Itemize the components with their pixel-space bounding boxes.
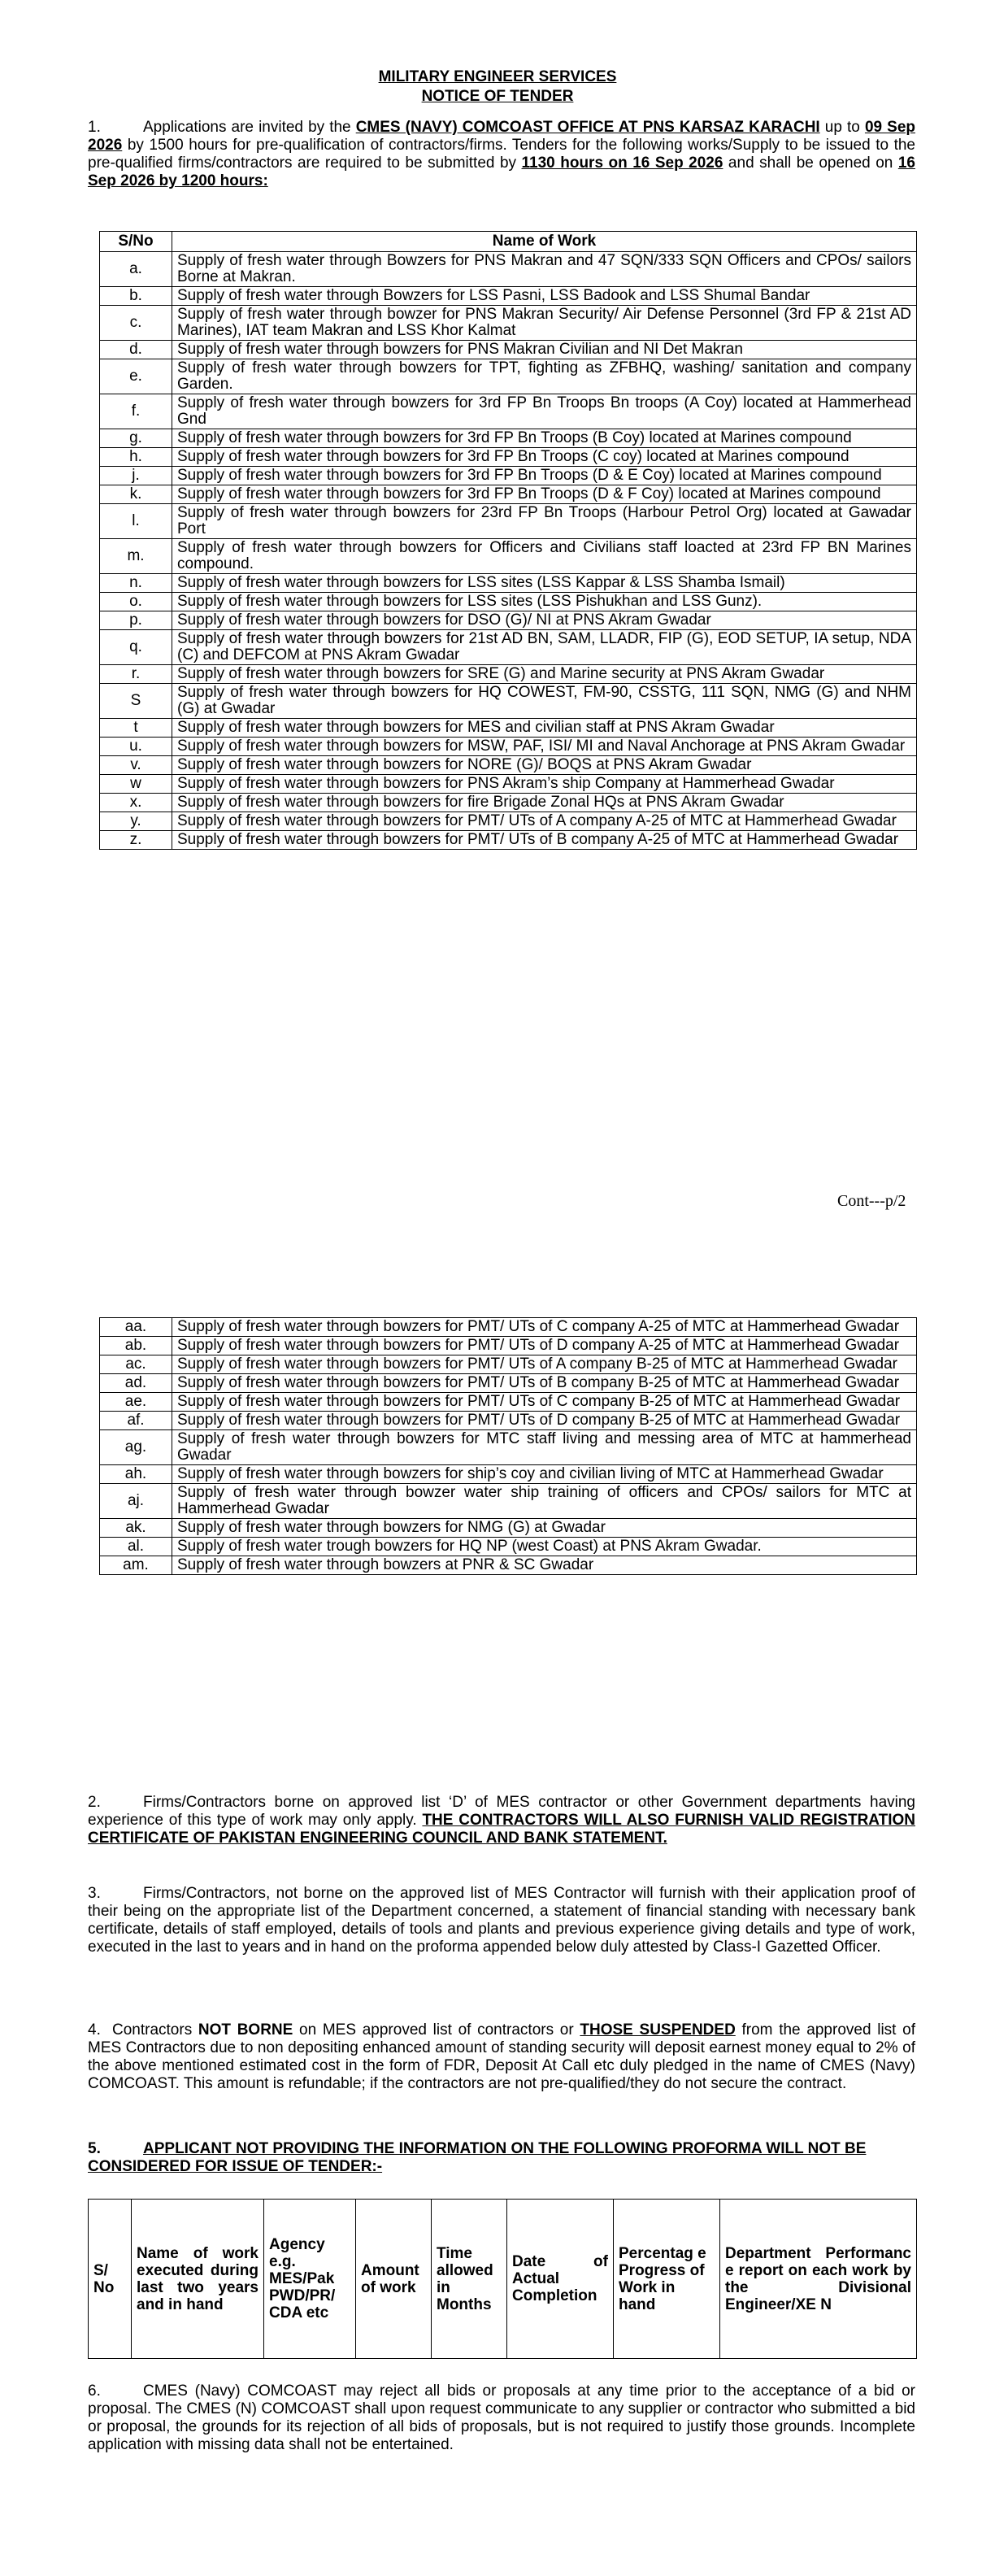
table-row (100, 448, 917, 467)
para-number: 1. (88, 119, 101, 136)
proforma-col-amount: Amount of work (356, 2200, 432, 2359)
row-work-name: Supply of fresh water through bowzers for 3rd FP Bn Troops (B Coy) located at Marines compound (172, 429, 917, 448)
works-table-page-1 (99, 231, 917, 850)
paragraph-2: 2. Firms/Contractors borne on approved list ‘D’ of MES contractor or other Government departments having experience of this type of work may only apply. THE CONTRACTORS WILL ALSO FURNISH VALID REGISTRATION CERTIFICATE OF PAKISTAN ENGINEERING COUNCIL AND BANK STATEMENT. (88, 1794, 915, 1847)
proforma-header-row (89, 2200, 917, 2359)
table-row (100, 812, 917, 831)
row-sno: a. (100, 252, 172, 287)
row-sno: ac. (100, 1355, 172, 1374)
row-sno: t (100, 719, 172, 738)
paragraph-4: 4. Contractors NOT BORNE on MES approved list of contractors or THOSE SUSPENDED from the approved list of MES Contractors due to non depositing enhanced amount of standing security will deposit earnest money equal to 2% of the above mentioned estimated cost in the form of FDR, Deposit At Call etc duly pledged in the name of CMES (Navy) COMCOAST. This amount is refundable; if the contractors are not pre-qualified/they do not secure the contract. (88, 2021, 915, 2092)
row-work-name: Supply of fresh water through bowzers for NORE (G)/ BOQS at PNS Akram Gwadar (172, 756, 917, 775)
row-work-name: Supply of fresh water through bowzers for fire Brigade Zonal HQs at PNS Akram Gwadar (172, 794, 917, 812)
page-1 (0, 0, 995, 1285)
row-work-name: Supply of fresh water through bowzer water ship training of officers and CPOs/ sailors for MTC at Hammerhead Gwadar (172, 1484, 917, 1519)
proforma-col-progress: Percentag e Progress of Work in hand (614, 2200, 720, 2359)
proforma-col-name-of-work: Name of work executed during last two years and in hand (132, 2200, 264, 2359)
submission-date: 1130 hours on 16 Sep 2026 (521, 154, 723, 172)
table-row (100, 611, 917, 630)
suspended-text: THOSE SUSPENDED (580, 2021, 736, 2039)
row-work-name: Supply of fresh water through bowzers for PMT/ UTs of D company B-25 of MTC at Hammerhead Gwadar (172, 1412, 917, 1430)
row-sno: ab. (100, 1337, 172, 1355)
row-sno: am. (100, 1556, 172, 1575)
table-row (100, 756, 917, 775)
row-work-name: Supply of fresh water through bowzers for LSS sites (LSS Kappar & LSS Shamba Ismail) (172, 574, 917, 593)
table-row (100, 684, 917, 719)
row-work-name: Supply of fresh water through bowzers for HQ COWEST, FM-90, CSSTG, 111 SQN, NMG (G) and NHM (G) at Gwadar (172, 684, 917, 719)
paragraph-5 (88, 2140, 915, 2176)
table-row (100, 1430, 917, 1465)
row-sno: r. (100, 665, 172, 684)
proforma-table (88, 2199, 917, 2359)
proforma-col-performance-report: Department Performanc e report on each work by the Divisional Engineer/XE N (720, 2200, 917, 2359)
opening-date: 16 Sep 2026 by 1200 hours: (88, 154, 915, 189)
not-borne-text: NOT BORNE (198, 2021, 293, 2039)
table-row (100, 252, 917, 287)
table-row (100, 1465, 917, 1484)
header-subtitle: NOTICE OF TENDER (421, 88, 574, 105)
table-row (100, 738, 917, 756)
col-name-of-work: Name of Work (172, 232, 917, 252)
row-work-name: Supply of fresh water through bowzers for PNS Akram’s ship Company at Hammerhead Gwadar (172, 775, 917, 794)
continuation-note: Cont---p/2 (837, 1192, 906, 1210)
row-work-name: Supply of fresh water through bowzers for Officers and Civilians staff loacted at 23rd FP BN Marines compound. (172, 539, 917, 574)
row-work-name: Supply of fresh water through bowzers for SRE (G) and Marine security at PNS Akram Gwadar (172, 665, 917, 684)
table-row (100, 341, 917, 359)
row-work-name: Supply of fresh water through bowzer for PNS Makran Security/ Air Defense Personnel (3rd FP & 21st AD Marines), IAT team Makran and LSS Khor Kalmat (172, 306, 917, 341)
table-row (100, 719, 917, 738)
row-sno: al. (100, 1538, 172, 1556)
table-row (100, 1519, 917, 1538)
table-row (100, 429, 917, 448)
para-number: 5. (88, 2140, 101, 2157)
row-sno: k. (100, 485, 172, 504)
registration-notice: THE CONTRACTORS WILL ALSO FURNISH VALID REGISTRATION CERTIFICATE OF PAKISTAN ENGINEERING COUNCIL AND BANK STATEMENT. (88, 1812, 915, 1847)
table-row (100, 1355, 917, 1374)
row-work-name: Supply of fresh water through bowzers for TPT, fighting as ZFBHQ, washing/ sanitation and company Garden. (172, 359, 917, 394)
table-row (100, 630, 917, 665)
row-sno: ae. (100, 1393, 172, 1412)
office-name: CMES (NAVY) COMCOAST OFFICE AT PNS KARSAZ KARACHI (355, 119, 820, 136)
row-sno: j. (100, 467, 172, 485)
table-row (100, 539, 917, 574)
page-2 (0, 1285, 995, 2576)
row-work-name: Supply of fresh water through bowzers for 3rd FP Bn Troops (C coy) located at Marines compound (172, 448, 917, 467)
row-sno: m. (100, 539, 172, 574)
row-work-name: Supply of fresh water through bowzers for 23rd FP Bn Troops (Harbour Petrol Org) located at Gawadar Port (172, 504, 917, 539)
row-work-name: Supply of fresh water through bowzers for PMT/ UTs of D company A-25 of MTC at Hammerhead Gwadar (172, 1337, 917, 1355)
table-row (100, 1318, 917, 1337)
row-sno: w (100, 775, 172, 794)
row-work-name: Supply of fresh water through bowzers for 3rd FP Bn Troops Bn troops (A Coy) located at Hammerhead Gnd (172, 394, 917, 429)
row-sno: x. (100, 794, 172, 812)
paragraph-1: 1. Applications are invited by the CMES (NAVY) COMCOAST OFFICE AT PNS KARSAZ KARACHI up to 09 Sep 2026 by 1500 hours for pre-qualification of contractors/firms. Tenders for the following works/Supply to be issued to the pre-qualified firms/contractors are required to be submitted by 1130 hours on 16 Sep 2026 and shall be opened on 16 Sep 2026 by 1200 hours: (88, 119, 915, 189)
row-work-name: Supply of fresh water through bowzers for 3rd FP Bn Troops (D & E Coy) located at Marines compound (172, 467, 917, 485)
row-work-name: Supply of fresh water through bowzers for NMG (G) at Gwadar (172, 1519, 917, 1538)
table-header-row (100, 232, 917, 252)
para-number: 2. (88, 1794, 101, 1811)
table-row (100, 485, 917, 504)
row-sno: n. (100, 574, 172, 593)
row-sno: p. (100, 611, 172, 630)
table-row (100, 593, 917, 611)
row-sno: af. (100, 1412, 172, 1430)
proforma-col-completion-date: Date of Actual Completion (507, 2200, 614, 2359)
table-row (100, 504, 917, 539)
row-sno: ah. (100, 1465, 172, 1484)
row-sno: c. (100, 306, 172, 341)
row-sno: z. (100, 831, 172, 850)
row-work-name: Supply of fresh water through bowzers for 3rd FP Bn Troops (D & F Coy) located at Marines compound (172, 485, 917, 504)
row-work-name: Supply of fresh water through bowzers for MTC staff living and messing area of MTC at hammerhead Gwadar (172, 1430, 917, 1465)
row-work-name: Supply of fresh water through bowzers for MES and civilian staff at PNS Akram Gwadar (172, 719, 917, 738)
row-sno: q. (100, 630, 172, 665)
row-sno: l. (100, 504, 172, 539)
para-number: 6. (88, 2382, 101, 2400)
row-work-name: Supply of fresh water through bowzers for PMT/ UTs of A company B-25 of MTC at Hammerhead Gwadar (172, 1355, 917, 1374)
proforma-col-agency: Agency e.g. MES/Pak PWD/PR/ CDA etc (264, 2200, 356, 2359)
row-work-name: Supply of fresh water through bowzers for PMT/ UTs of B company A-25 of MTC at Hammerhead Gwadar (172, 831, 917, 850)
row-sno: y. (100, 812, 172, 831)
table-row (100, 775, 917, 794)
row-work-name: Supply of fresh water through bowzers for LSS sites (LSS Pishukhan and LSS Gunz). (172, 593, 917, 611)
row-sno: ag. (100, 1430, 172, 1465)
row-work-name: Supply of fresh water through bowzers for ship’s coy and civilian living of MTC at Hammerhead Gwadar (172, 1465, 917, 1484)
table-row (100, 394, 917, 429)
table-row (100, 1556, 917, 1575)
row-sno: S (100, 684, 172, 719)
row-work-name: Supply of fresh water through bowzers for PMT/ UTs of A company A-25 of MTC at Hammerhead Gwadar (172, 812, 917, 831)
row-work-name: Supply of fresh water through Bowzers for LSS Pasni, LSS Badook and LSS Shumal Bandar (172, 287, 917, 306)
row-work-name: Supply of fresh water through bowzers at PNR & SC Gwadar (172, 1556, 917, 1575)
row-work-name: Supply of fresh water through bowzers for PMT/ UTs of B company B-25 of MTC at Hammerhead Gwadar (172, 1374, 917, 1393)
row-sno: ak. (100, 1519, 172, 1538)
para-number: 3. (88, 1885, 101, 1902)
table-row (100, 665, 917, 684)
proforma-col-sno: S/ No (89, 2200, 132, 2359)
row-sno: b. (100, 287, 172, 306)
row-sno: d. (100, 341, 172, 359)
row-work-name: Supply of fresh water trough bowzers for HQ NP (west Coast) at PNS Akram Gwadar. (172, 1538, 917, 1556)
header-title: MILITARY ENGINEER SERVICES (378, 68, 617, 85)
row-work-name: Supply of fresh water through bowzers for MSW, PAF, ISI/ MI and Naval Anchorage at PNS Akram Gwadar (172, 738, 917, 756)
row-work-name: Supply of fresh water through bowzers for PNS Makran Civilian and NI Det Makran (172, 341, 917, 359)
row-work-name: Supply of fresh water through bowzers for 21st AD BN, SAM, LLADR, FIP (G), EOD SETUP, IA setup, NDA (C) and DEFCOM at PNS Akram Gwadar (172, 630, 917, 665)
table-row (100, 794, 917, 812)
table-row (100, 287, 917, 306)
proforma-warning: APPLICANT NOT PROVIDING THE INFORMATION ON THE FOLLOWING PROFORMA WILL NOT BE CONSIDERED FOR ISSUE OF TENDER:- (88, 2140, 867, 2175)
table-row (100, 1337, 917, 1355)
row-sno: e. (100, 359, 172, 394)
row-sno: u. (100, 738, 172, 756)
paragraph-3: 3. Firms/Contractors, not borne on the approved list of MES Contractor will furnish with their application proof of their being on the appropriate list of the Department concerned, a statement of financial standing with necessary bank certificate, details of staff employed, details of tools and plants and previous experience giving details and type of work, executed in the last to years and in hand on the proforma appended below duly attested by Class-I Gazetted Officer. (88, 1885, 915, 1956)
table-row (100, 306, 917, 341)
row-sno: aa. (100, 1318, 172, 1337)
table-row (100, 1484, 917, 1519)
paragraph-6: 6. CMES (Navy) COMCOAST may reject all bids or proposals at any time prior to the acceptance of a bid or proposal. The CMES (N) COMCOAST shall upon request communicate to any supplier or contractor who submitted a bid or proposal, the grounds for its rejection of all bids of proposals, but is not required to justify those grounds. Incomplete application with missing data shall not be entertained. (88, 2382, 915, 2453)
row-work-name: Supply of fresh water through bowzers for PMT/ UTs of C company A-25 of MTC at Hammerhead Gwadar (172, 1318, 917, 1337)
table-row (100, 831, 917, 850)
row-sno: o. (100, 593, 172, 611)
table-row (100, 359, 917, 394)
row-work-name: Supply of fresh water through Bowzers for PNS Makran and 47 SQN/333 SQN Officers and CPOs/ sailors Borne at Makran. (172, 252, 917, 287)
row-sno: g. (100, 429, 172, 448)
row-sno: v. (100, 756, 172, 775)
prequal-date: 09 Sep 2026 (88, 119, 915, 154)
table-row (100, 1412, 917, 1430)
para-number: 4. (88, 2021, 101, 2039)
table-row (100, 1393, 917, 1412)
row-sno: h. (100, 448, 172, 467)
table-row (100, 467, 917, 485)
works-table-page-2 (99, 1317, 917, 1575)
col-sno: S/No (100, 232, 172, 252)
row-sno: aj. (100, 1484, 172, 1519)
table-row (100, 574, 917, 593)
table-row (100, 1374, 917, 1393)
row-sno: ad. (100, 1374, 172, 1393)
table-row (100, 1538, 917, 1556)
row-sno: f. (100, 394, 172, 429)
row-work-name: Supply of fresh water through bowzers for DSO (G)/ NI at PNS Akram Gwadar (172, 611, 917, 630)
proforma-col-time-allowed: Time allowed in Months (432, 2200, 507, 2359)
row-work-name: Supply of fresh water through bowzers for PMT/ UTs of C company B-25 of MTC at Hammerhead Gwadar (172, 1393, 917, 1412)
